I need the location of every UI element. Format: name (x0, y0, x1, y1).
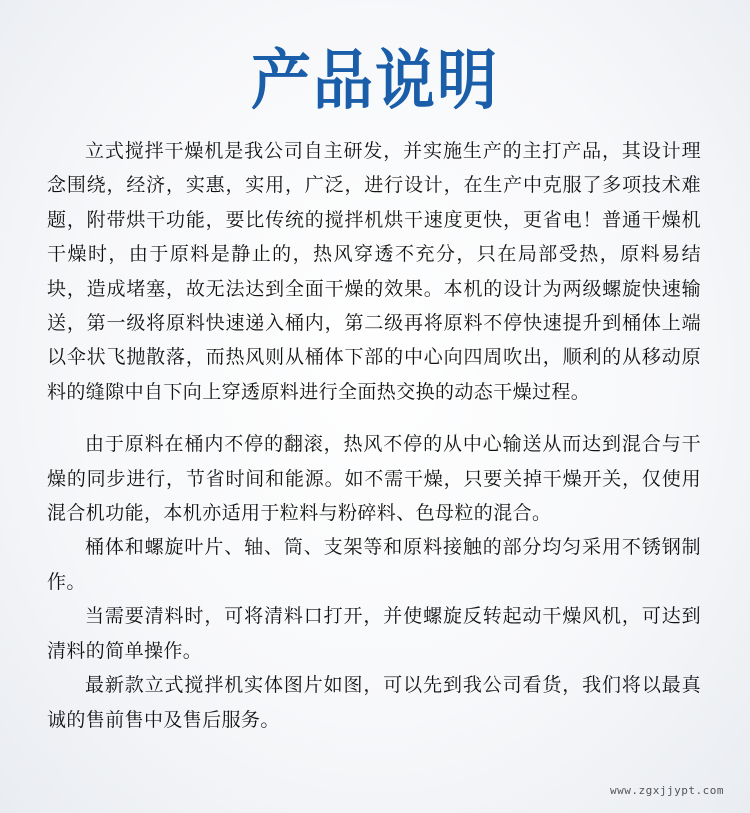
paragraph-service: 最新款立式搅拌机实体图片如图，可以先到我公司看货，我们将以最真诚的售前售中及售后服务。 (47, 674, 701, 731)
paragraph-material: 桶体和螺旋叶片、轴、筒、支架等和原料接触的部分均匀采用不锈钢制作。 (47, 536, 701, 593)
paragraph-mixing: 由于原料在桶内不停的翻滚，热风不停的从中心输送从而达到混合与干燥的同步进行，节省时间和能源。如不需干燥，只要关掉干燥开关，仅使用混合机功能，本机亦适用于粒料与粉碎料、色母粒的混合。 (47, 433, 701, 525)
paragraph-intro: 立式搅拌干燥机是我公司自主研发，并实施生产的主打产品，其设计理念围绕，经济，实惠，实用，广泛，进行设计，在生产中克服了多项技术难题，附带烘干功能，要比传统的搅拌机烘干速度更快，更省电！普通干燥机干燥时，由于原料是静止的，热风穿透不充分，只在局部受热，原料易结块，造成堵塞，故无法达到全面干燥的效果。本机的设计为两级螺旋快速输送，第一级将原料快速递入桶内，第二级再将原料不停快速提升到桶体上端以伞状飞抛散落，而热风则从桶体下部的中心向四周吹出，顺利的从移动原料的缝隙中自下向上穿透原料进行全面热交换的动态干燥过程。 (47, 140, 701, 403)
description-body (47, 134, 701, 737)
page-title: 产品说明 (251, 43, 499, 119)
paragraph-cleaning: 当需要清料时，可将清料口打开，并使螺旋反转起动干燥风机，可达到清料的简单操作。 (47, 605, 701, 662)
watermark-url: www.zgxjjypt.com (610, 784, 724, 797)
